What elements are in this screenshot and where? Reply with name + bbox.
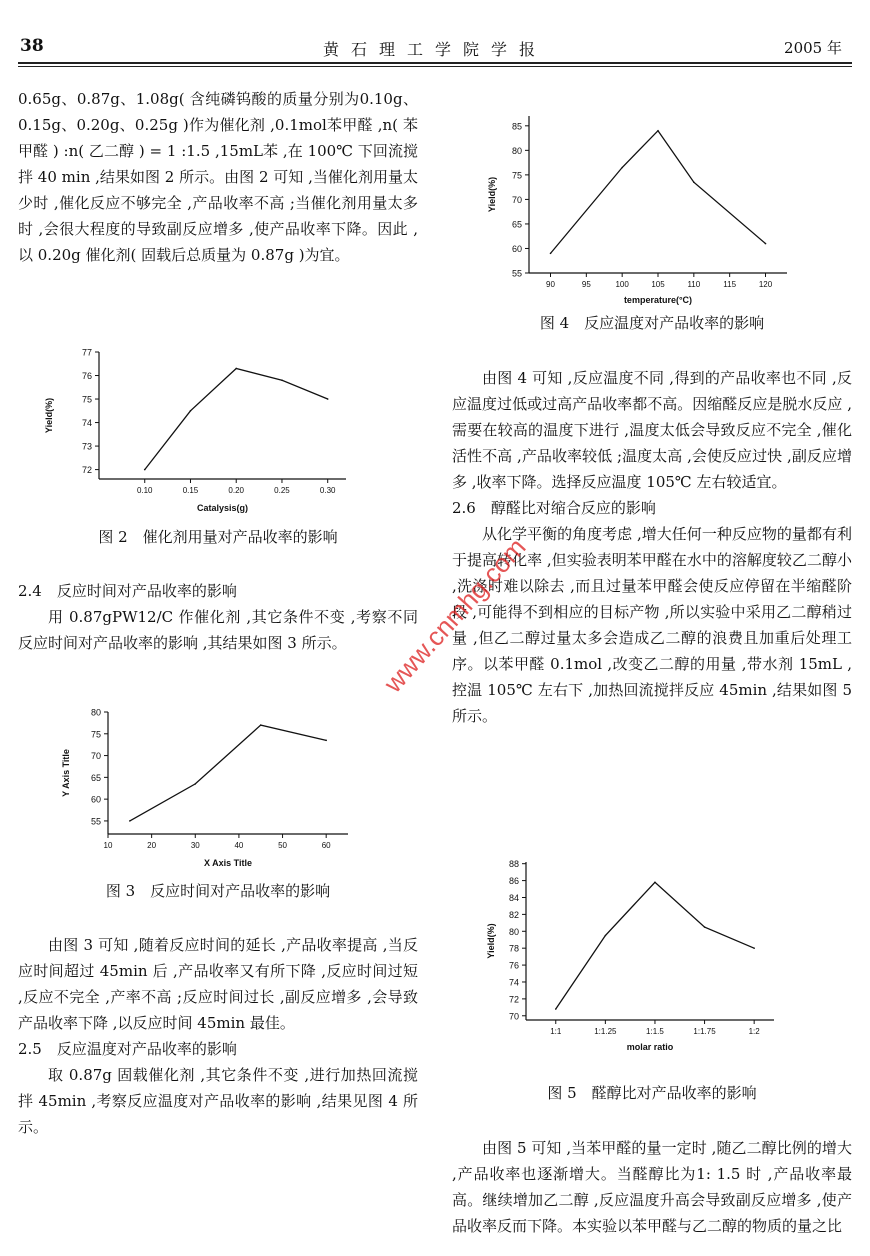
section-2-5-paragraph: 取 0.87g 固载催化剂 ,其它条件不变 ,进行加热回流搅拌 45min ,考察反应温度对产品收率的影响 ,结果见图 4 所示。 xyxy=(18,1066,418,1136)
data-point xyxy=(753,947,755,949)
y-tick-label: 70 xyxy=(90,751,101,762)
y-tick-label: 70 xyxy=(511,194,522,205)
y-tick-label: 75 xyxy=(81,394,92,405)
intro-paragraph: 0.65g、0.87g、1.08g( 含纯磷钨酸的质量分别为0.10g、0.15g、0.20g、0.25g )作为催化剂 ,0.1mol苯甲醛 ,n( 苯甲醛 ) :n( 乙二醇 ) = 1 :1.5 ,15mL苯 ,在 100℃ 下回流搅拌 40 min ,结果如图 2 所示。由图 2 可知 ,当催化剂用量太少时 ,催化反应不够完全 ,产品收率不高 ;当催化剂用量太多时 ,会很大程度的导致副反应增多 ,使产品收率下降。因此 ,以 0.20g 催化剂( 固载后总质量为 0.87g )为宜。 xyxy=(18,90,418,264)
series-line xyxy=(145,368,328,469)
x-tick-label: 0.20 xyxy=(228,486,245,495)
figure-2-caption-wrap xyxy=(18,526,418,547)
header-rule xyxy=(18,62,852,64)
x-tick-label: 110 xyxy=(687,280,701,289)
figure-3-discussion-wrap xyxy=(18,932,418,1140)
page-number: 38 xyxy=(20,36,44,56)
x-tick-label: 1:2 xyxy=(748,1027,760,1036)
y-tick-label: 80 xyxy=(90,707,101,718)
y-tick-label: 75 xyxy=(511,170,522,181)
watermark: www.cnmhg.com xyxy=(377,532,532,699)
publication-year: 2005 年 xyxy=(784,39,842,57)
section-2-4-paragraph: 用 0.87gPW12/C 作催化剂 ,其它条件不变 ,考察不同反应时间对产品收率的影响 ,其结果如图 3 所示。 xyxy=(18,608,418,652)
x-tick-label: 100 xyxy=(615,280,629,289)
y-tick-label: 72 xyxy=(81,465,92,476)
x-tick-label: 115 xyxy=(723,280,737,289)
y-axis-label: Yield(%) xyxy=(486,923,496,959)
x-tick-label: 1:1.5 xyxy=(646,1027,664,1036)
y-axis-label: Yield(%) xyxy=(487,176,497,213)
x-axis-label: Catalysis(g) xyxy=(196,503,249,513)
data-point xyxy=(194,783,196,785)
y-tick-label: 80 xyxy=(511,145,522,156)
x-tick-label: 0.10 xyxy=(136,486,153,495)
series-line xyxy=(556,882,754,1009)
data-point xyxy=(621,167,623,169)
y-tick-label: 74 xyxy=(508,977,519,988)
data-point xyxy=(657,130,659,132)
y-tick-label: 78 xyxy=(508,943,519,954)
x-tick-label: 1:1.25 xyxy=(594,1027,617,1036)
x-tick-label: 105 xyxy=(651,280,665,289)
figure-3-caption: 图 3 反应时间对产品收率的影响 xyxy=(105,882,331,900)
y-tick-label: 55 xyxy=(90,816,101,827)
y-tick-label: 80 xyxy=(508,926,519,937)
y-tick-label: 74 xyxy=(81,418,92,429)
y-tick-label: 82 xyxy=(508,909,519,920)
x-tick-label: 0.15 xyxy=(182,486,199,495)
left-intro xyxy=(18,86,418,268)
figure-5-discussion-wrap xyxy=(452,1135,852,1239)
y-tick-label: 65 xyxy=(511,219,522,230)
data-point xyxy=(281,379,283,381)
y-tick-label: 75 xyxy=(90,729,101,740)
x-tick-label: 120 xyxy=(758,280,773,289)
data-point xyxy=(704,926,706,928)
y-tick-label: 88 xyxy=(508,859,519,870)
y-tick-label: 76 xyxy=(508,960,519,971)
data-point xyxy=(327,398,329,400)
y-tick-label: 70 xyxy=(508,1011,519,1022)
right-text-block xyxy=(452,365,852,729)
y-tick-label: 65 xyxy=(90,772,101,783)
figure-3-caption-wrap xyxy=(18,880,418,901)
data-point xyxy=(129,820,131,822)
data-point xyxy=(260,724,262,726)
x-tick-label: 10 xyxy=(103,841,113,850)
figure-5-chart xyxy=(480,852,800,1064)
header-rule-thin xyxy=(18,66,852,67)
x-tick-label: 0.25 xyxy=(274,486,290,495)
figure-3-discussion: 由图 3 可知 ,随着反应时间的延长 ,产品收率提高 ,当反应时间超过 45min 后 ,产品收率又有所下降 ,反应时间过短 ,反应不完全 ,产率不高 ;反应时间过长 ,副反应增多 ,会导致产品收率下降 ,以反应时间 45min 最佳。 xyxy=(18,936,418,1032)
series-line xyxy=(551,131,766,254)
series-line xyxy=(130,725,326,821)
x-tick-label: 1:1 xyxy=(550,1027,562,1036)
data-point xyxy=(605,935,607,937)
data-point xyxy=(550,253,552,255)
section-2-4 xyxy=(18,578,418,656)
x-tick-label: 90 xyxy=(546,280,555,289)
journal-title: 黄石理工学院学报 xyxy=(322,40,547,59)
y-tick-label: 55 xyxy=(511,268,522,279)
x-tick-label: 40 xyxy=(234,841,244,850)
y-tick-label: 85 xyxy=(511,121,522,132)
figure-2-chart xyxy=(40,340,380,520)
x-tick-label: 0.30 xyxy=(319,486,336,495)
x-axis-label: temperature(°C) xyxy=(623,295,693,305)
section-2-4-heading: 2.4 反应时间对产品收率的影响 xyxy=(18,582,237,600)
figure-4-caption: 图 4 反应温度对产品收率的影响 xyxy=(539,314,765,332)
x-tick-label: 1:1.75 xyxy=(693,1027,716,1036)
data-point xyxy=(190,410,192,412)
y-tick-label: 60 xyxy=(90,794,101,805)
figure-4-caption-wrap xyxy=(452,312,852,333)
y-tick-label: 73 xyxy=(81,441,92,452)
section-2-6-paragraph: 从化学平衡的角度考虑 ,增大任何一种反应物的量都有利于提高转化率 ,但实验表明苯甲醛在水中的溶解度较乙二醇小 ,洗涤时难以除去 ,而且过量苯甲醛会使反应停留在半缩醛阶段 ,可能得不到相应的目标产物 ,所以实验中采用乙二醇稍过量 ,但乙二醇过量太多会造成乙二醇的浪费且加重后处理工序。以苯甲醛 0.1mol ,改变乙二醇的用量 ,带水剂 15mL ,控温 105℃ 左右下 ,加热回流搅拌反应 45min ,结果如图 5 所示。 xyxy=(452,525,852,725)
data-point xyxy=(325,740,327,742)
x-tick-label: 30 xyxy=(190,841,200,850)
figure-3-chart xyxy=(55,700,355,872)
data-point xyxy=(235,368,237,370)
y-tick-label: 84 xyxy=(508,892,519,903)
figure-4-chart xyxy=(475,108,815,308)
data-point xyxy=(654,881,656,883)
y-axis-label: Y Axis Title xyxy=(61,749,71,797)
x-tick-label: 50 xyxy=(278,841,287,850)
x-tick-label: 60 xyxy=(321,841,331,850)
figure-5-discussion: 由图 5 可知 ,当苯甲醛的量一定时 ,随乙二醇比例的增大 ,产品收率也逐渐增大。当醛醇比为1: 1.5 时 ,产品收率最高。继续增加乙二醇 ,反应温度升高会导致副反应增多 ,使产品收率反而下降。本实验以苯甲醛与乙二醇的物质的量之比 xyxy=(452,1139,852,1235)
figure-2-caption: 图 2 催化剂用量对产品收率的影响 xyxy=(98,528,338,546)
x-axis-label: X Axis Title xyxy=(203,858,253,868)
x-tick-label: 95 xyxy=(581,280,591,289)
y-tick-label: 86 xyxy=(508,876,519,887)
y-tick-label: 60 xyxy=(511,243,522,254)
data-point xyxy=(144,469,146,471)
y-tick-label: 77 xyxy=(81,347,92,358)
data-point xyxy=(693,181,695,183)
y-tick-label: 76 xyxy=(81,371,92,382)
x-axis-label: molar ratio xyxy=(626,1042,674,1052)
section-2-5-heading: 2.5 反应温度对产品收率的影响 xyxy=(18,1040,237,1058)
x-tick-label: 20 xyxy=(147,841,157,850)
data-point xyxy=(765,243,767,245)
section-2-6-heading: 2.6 醇醛比对缩合反应的影响 xyxy=(452,499,656,517)
y-tick-label: 72 xyxy=(508,994,519,1005)
data-point xyxy=(555,1008,557,1010)
figure-4-discussion: 由图 4 可知 ,反应温度不同 ,得到的产品收率也不同 ,反应温度过低或过高产品收率都不高。因缩醛反应是脱水反应 ,需要在较高的温度下进行 ,温度太低会导致反应不完全 ,催化活性不高 ,产品收率较低 ;温度太高 ,会使反应过快 ,副反应增多 ,收率下降。选择反应温度 105℃ 左右较适宜。 xyxy=(452,369,852,491)
figure-5-caption-wrap xyxy=(452,1082,852,1103)
figure-5-caption: 图 5 醛醇比对产品收率的影响 xyxy=(547,1084,757,1102)
y-axis-label: Yield(%) xyxy=(44,397,54,434)
